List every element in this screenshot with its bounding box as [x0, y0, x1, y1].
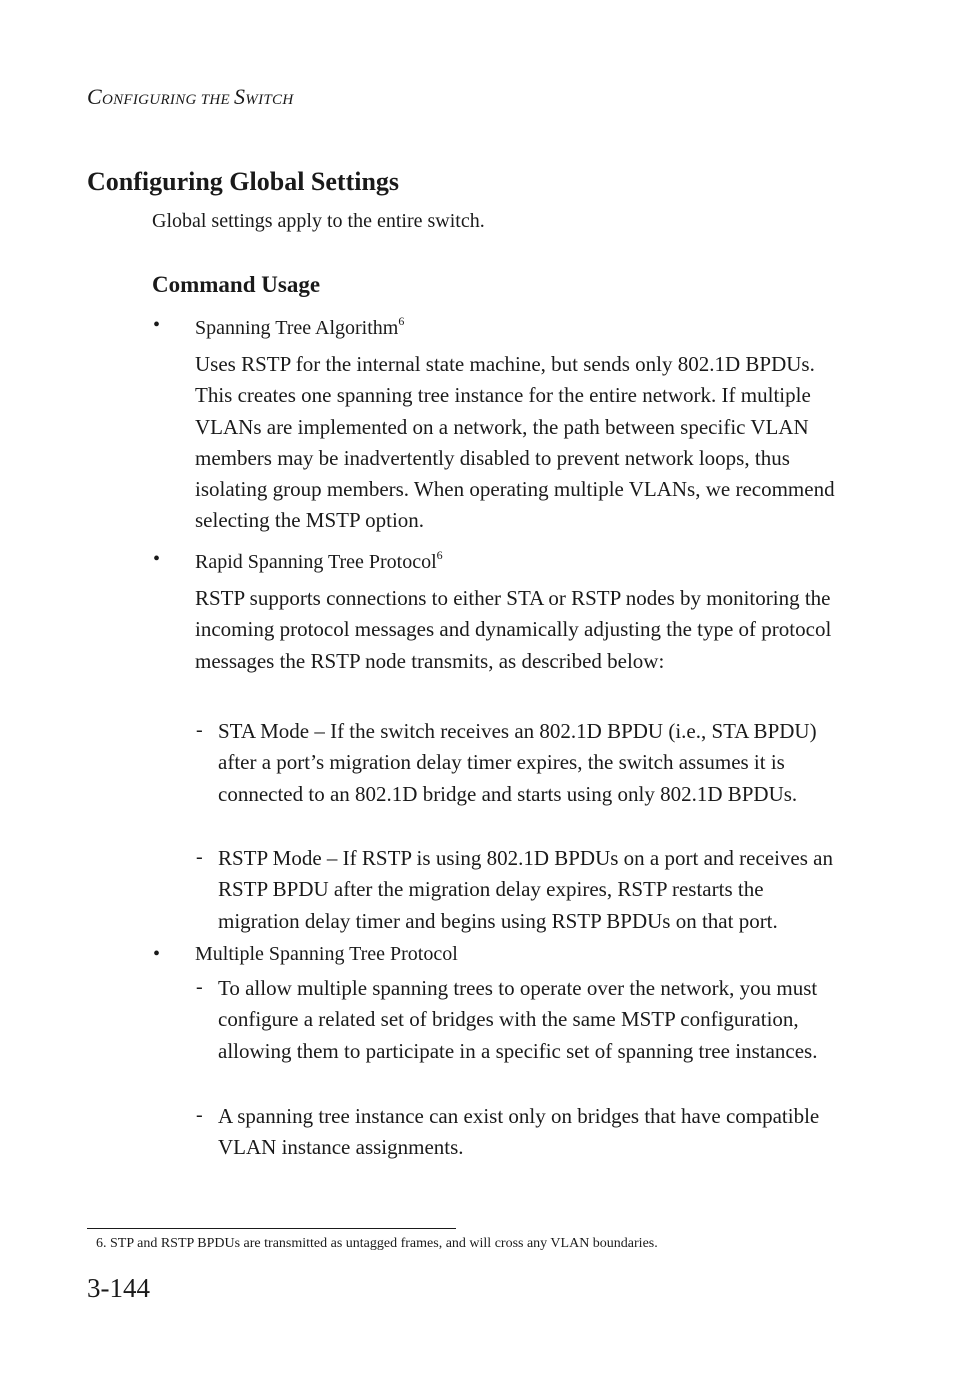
- item-body-rapid-spanning-tree-protocol: RSTP supports connections to either STA or RSTP nodes by monitoring the incoming protocol messages and dynamically adjusting the type of protocol messages the RSTP node transmits, as described below:: [195, 586, 832, 673]
- dash-marker: -: [196, 976, 203, 998]
- bullet-label-spanning-tree-algorithm: [195, 314, 404, 340]
- subitem-sta-mode: STA Mode – If the switch receives an 802.1D BPDU (i.e., STA BPDU) after a port’s migration delay timer expires, the switch assumes it is connected to an 802.1D bridge and starts using only 802.1D BPDUs.: [218, 719, 817, 806]
- footnote-ref: 6: [398, 314, 405, 328]
- footnote-ref: 6: [436, 548, 443, 562]
- running-head-small-caps-1: ONFIGURING THE: [101, 92, 234, 108]
- intro-text: Global settings apply to the entire switch.: [152, 210, 485, 232]
- section-title: Configuring Global Settings: [87, 167, 400, 196]
- bullet-marker: •: [153, 548, 161, 570]
- bullet-label-text: Multiple Spanning Tree Protocol: [195, 943, 458, 965]
- bullet-label-multiple-spanning-tree-protocol: [195, 943, 458, 966]
- subitem-rstp-mode: RSTP Mode – If RSTP is using 802.1D BPDUs on a port and receives an RSTP BPDU after the migration delay expires, RSTP restarts the migration delay timer and begins using RSTP BPDUs on that port.: [218, 846, 833, 933]
- subitem-mstp-configuration: To allow multiple spanning trees to operate over the network, you must configure a related set of bridges with the same MSTP configuration, allowing them to participate in a specific set of spanning tree instances.: [218, 976, 818, 1063]
- item-body-spanning-tree-algorithm: Uses RSTP for the internal state machine, but sends only 802.1D BPDUs. This creates one spanning tree instance for the entire network. If multiple VLANs are implemented on a network, the path between specific VLAN members may be inadvertently disabled to prevent network loops, thus isolating group members. When operating multiple VLANs, we recommend selecting the MSTP option.: [195, 352, 835, 533]
- bullet-label-rapid-spanning-tree-protocol: [195, 548, 443, 574]
- bullet-marker: •: [153, 314, 161, 336]
- dash-marker: -: [196, 1104, 203, 1126]
- running-head-cap-2: S: [233, 84, 246, 109]
- footnote-rule: [87, 1228, 456, 1229]
- running-head: [87, 84, 293, 110]
- running-head-small-caps-2: WITCH: [245, 92, 294, 108]
- dash-marker: -: [196, 719, 203, 741]
- running-head-cap-1: C: [87, 84, 102, 109]
- dash-marker: -: [196, 846, 203, 868]
- bullet-label-text: Spanning Tree Algorithm: [195, 317, 399, 339]
- bullet-marker: •: [153, 943, 161, 965]
- subitem-vlan-instance: A spanning tree instance can exist only on bridges that have compatible VLAN instance assignments.: [218, 1104, 820, 1160]
- bullet-label-text: Rapid Spanning Tree Protocol: [195, 551, 437, 573]
- footnote: 6. STP and RSTP BPDUs are transmitted as untagged frames, and will cross any VLAN boundaries.: [96, 1236, 658, 1251]
- command-usage-heading: Command Usage: [152, 272, 321, 297]
- page-number: 3-144: [87, 1273, 150, 1303]
